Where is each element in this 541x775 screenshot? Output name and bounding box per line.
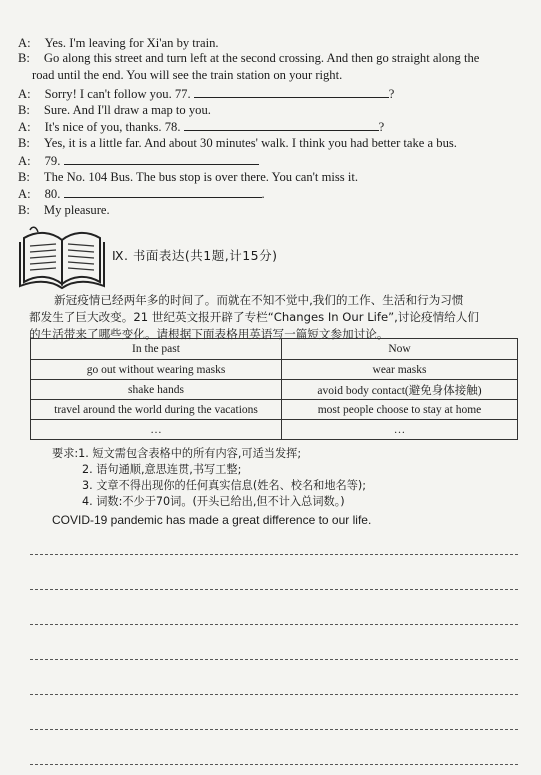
dialogue-text: Sorry! I can't follow you. 77.: [44, 87, 191, 101]
speaker-label: A:: [18, 120, 31, 134]
prompt-line: 的生活带来了哪些变化。请根据下面表格用英语写一篇短文参加讨论。: [29, 327, 389, 341]
dialogue-line: [18, 86, 524, 102]
speaker-label: B:: [18, 170, 30, 184]
speaker-label: A:: [18, 187, 31, 201]
speaker-label: B:: [18, 51, 30, 65]
table-cell: wear masks: [282, 360, 518, 380]
speaker-label: A:: [18, 87, 31, 101]
dialogue-line: [18, 119, 524, 135]
changes-table: [30, 338, 518, 440]
dialogue-text: Go along this street and turn left at the second crossing. And then go straight along the: [43, 51, 480, 65]
table-header-row: [31, 339, 518, 360]
prompt-line: 新冠疫情已经两年多的时间了。而就在不知不觉中,我们的工作、生活和行为习惯: [54, 293, 464, 307]
dialogue-line: [18, 170, 524, 185]
answer-blank-79[interactable]: [64, 153, 259, 165]
dialogue-text: It's nice of you, thanks. 78.: [44, 120, 181, 134]
answer-blank-77[interactable]: [194, 86, 389, 98]
dialogue-text: Yes, it is a little far. And about 30 minutes' walk. I think you had better take a bus.: [43, 136, 457, 150]
column-header-past: In the past: [31, 339, 282, 360]
speaker-label: B:: [18, 103, 30, 117]
table-row: [31, 360, 518, 380]
dialogue-line: [18, 186, 524, 202]
table-cell: …: [31, 420, 282, 440]
open-book-icon: [16, 226, 108, 292]
requirement-item: [52, 446, 522, 462]
writing-line[interactable]: [30, 589, 518, 590]
requirement-text: 1. 短文需包含表格中的所有内容,可适当发挥;: [78, 447, 302, 460]
dialogue-line: [18, 136, 524, 151]
dialogue-text: 79.: [44, 154, 61, 168]
dialogue-line: [18, 51, 524, 66]
table-cell: avoid body contact(避免身体接触): [282, 380, 518, 400]
table-cell: shake hands: [31, 380, 282, 400]
requirement-item: 2. 语句通顺,意思连贯,书写工整;: [82, 463, 242, 476]
dialogue-text: Sure. And I'll draw a map to you.: [43, 103, 211, 117]
requirement-item: 3. 文章不得出现你的任何真实信息(姓名、校名和地名等);: [82, 479, 367, 492]
writing-line[interactable]: [30, 764, 518, 765]
table-row: [31, 400, 518, 420]
section-title: Ⅸ. 书面表达(共1题,计15分): [112, 248, 278, 263]
writing-line[interactable]: [30, 554, 518, 555]
writing-line[interactable]: [30, 694, 518, 695]
dialogue-text: ?: [378, 120, 385, 134]
speaker-label: A:: [18, 154, 31, 168]
speaker-label: B:: [18, 203, 30, 217]
table-cell: travel around the world during the vacations: [31, 400, 282, 420]
requirements: [52, 446, 522, 510]
speaker-label: A:: [18, 36, 31, 50]
speaker-label: B:: [18, 136, 30, 150]
dialogue-text: .: [261, 187, 265, 201]
dialogue-line: [18, 68, 524, 83]
dialogue-text: Yes. I'm leaving for Xi'an by train.: [44, 36, 219, 50]
dialogue-text: My pleasure.: [43, 203, 110, 217]
dialogue-line: [18, 103, 524, 118]
table-row: [31, 380, 518, 400]
answer-blank-78[interactable]: [184, 119, 379, 131]
dialogue-line: [18, 36, 524, 51]
dialogue-line: [18, 203, 524, 218]
answer-blank-80[interactable]: [64, 186, 262, 198]
dialogue-line: [18, 153, 524, 169]
dialogue-text: 80.: [44, 187, 61, 201]
table-cell: most people choose to stay at home: [282, 400, 518, 420]
writing-line[interactable]: [30, 729, 518, 730]
opening-sentence: COVID-19 pandemic has made a great difference to our life.: [52, 513, 372, 527]
dialogue-text: ?: [388, 87, 395, 101]
requirement-item: 4. 词数:不少于70词。(开头已给出,但不计入总词数。): [82, 495, 345, 508]
writing-line[interactable]: [30, 659, 518, 660]
dialogue-text: The No. 104 Bus. The bus stop is over there. You can't miss it.: [43, 170, 358, 184]
writing-line[interactable]: [30, 624, 518, 625]
table-cell: go out without wearing masks: [31, 360, 282, 380]
table-row: [31, 420, 518, 440]
prompt-line: 都发生了巨大改变。21 世纪英文报开辟了专栏“Changes In Our Life”,讨论疫情给人们: [29, 310, 479, 324]
column-header-now: Now: [282, 339, 518, 360]
dialogue-text: road until the end. You will see the train station on your right.: [32, 68, 343, 82]
table-cell: …: [282, 420, 518, 440]
writing-prompt: [29, 292, 524, 343]
requirements-label: 要求:: [52, 447, 79, 460]
